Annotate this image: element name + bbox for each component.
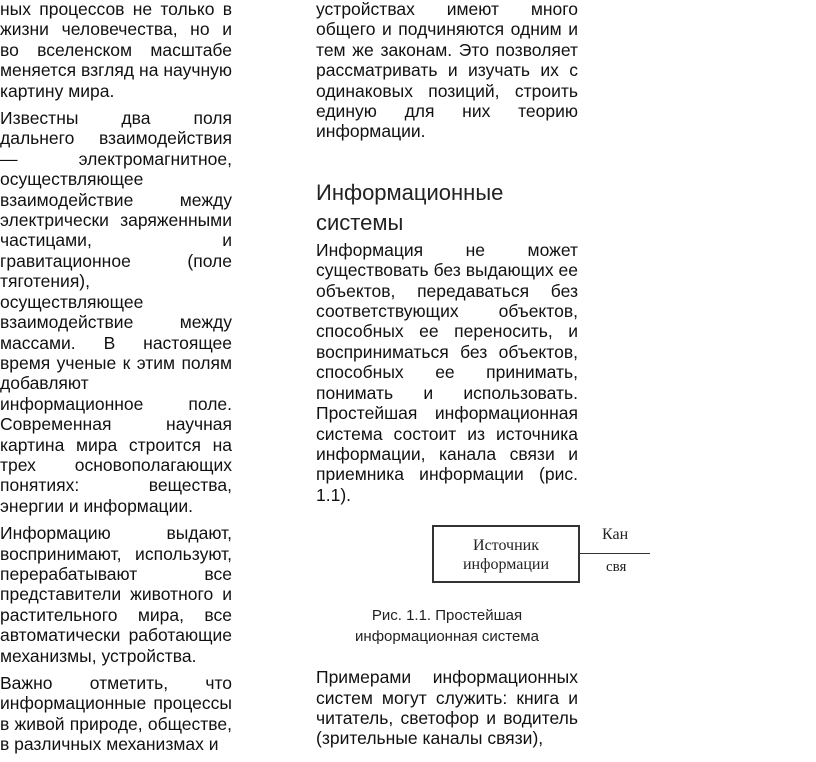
paragraph-information-users: Информацию выдают, воспринимают, используют, перерабатывают все представители животного и растительного мира, все автоматически работающие механизмы, устройства.	[0, 523, 232, 666]
section-heading: Информационные системы	[316, 179, 504, 235]
channel-connector-line	[580, 553, 650, 554]
figure-information-system	[316, 519, 629, 589]
channel-label-cut-bottom: свя	[606, 559, 627, 576]
paragraph-fields: Известны два поля дальнего взаимодействия — электромагнитное, осуществляющее взаимодействие между электрически заряженными частицами, и гравитационное (поле тяготения), осуществляющее взаимодействие между массами. В настоящее время ученые к этим полям добавляют информационное поле. Современная научная картина мира строится на трех основополагающих понятиях: вещества, энергии и информации.	[0, 108, 232, 516]
left-text-column	[0, 0, 232, 762]
source-box-line1: Источник	[473, 537, 539, 555]
source-box-line2: информации	[462, 556, 550, 574]
right-text-column	[316, 0, 629, 756]
paragraph-examples: Примерами информационных систем могут служить: книга и читатель, светофор и водитель (зрительные каналы связи),	[316, 667, 578, 749]
paragraph-important-note: Важно отметить, что информационные процессы в живой природе, обществе, в различных механизмах и	[0, 673, 232, 755]
channel-label-cut-top: Кан	[602, 526, 629, 544]
paragraph-information-system: Информация не может существовать без выдающих ее объектов, передаваться без соответствующих объектов, способных ее переносить, и восприниматься без объектов, способных ее принимать, понимать и использовать. Простейшая информационная система состоит из источника информации, канала связи и приемника информации (рис. 1.1).	[316, 239, 578, 505]
paragraph-common-laws: устройствах имеют много общего и подчиняются одним и тем же законам. Это позволяет рассматривать и изучать их с одинаковых позиций, строить единую для них теорию информации.	[316, 0, 578, 142]
paragraph-scientific-worldview: ных процессов не только в жизни человечества, но и во вселенском масштабе меняется взгляд на научную картину мира.	[0, 0, 232, 101]
figure-caption: Рис. 1.1. Простейшая информационная система	[355, 607, 539, 646]
source-box	[432, 525, 580, 583]
